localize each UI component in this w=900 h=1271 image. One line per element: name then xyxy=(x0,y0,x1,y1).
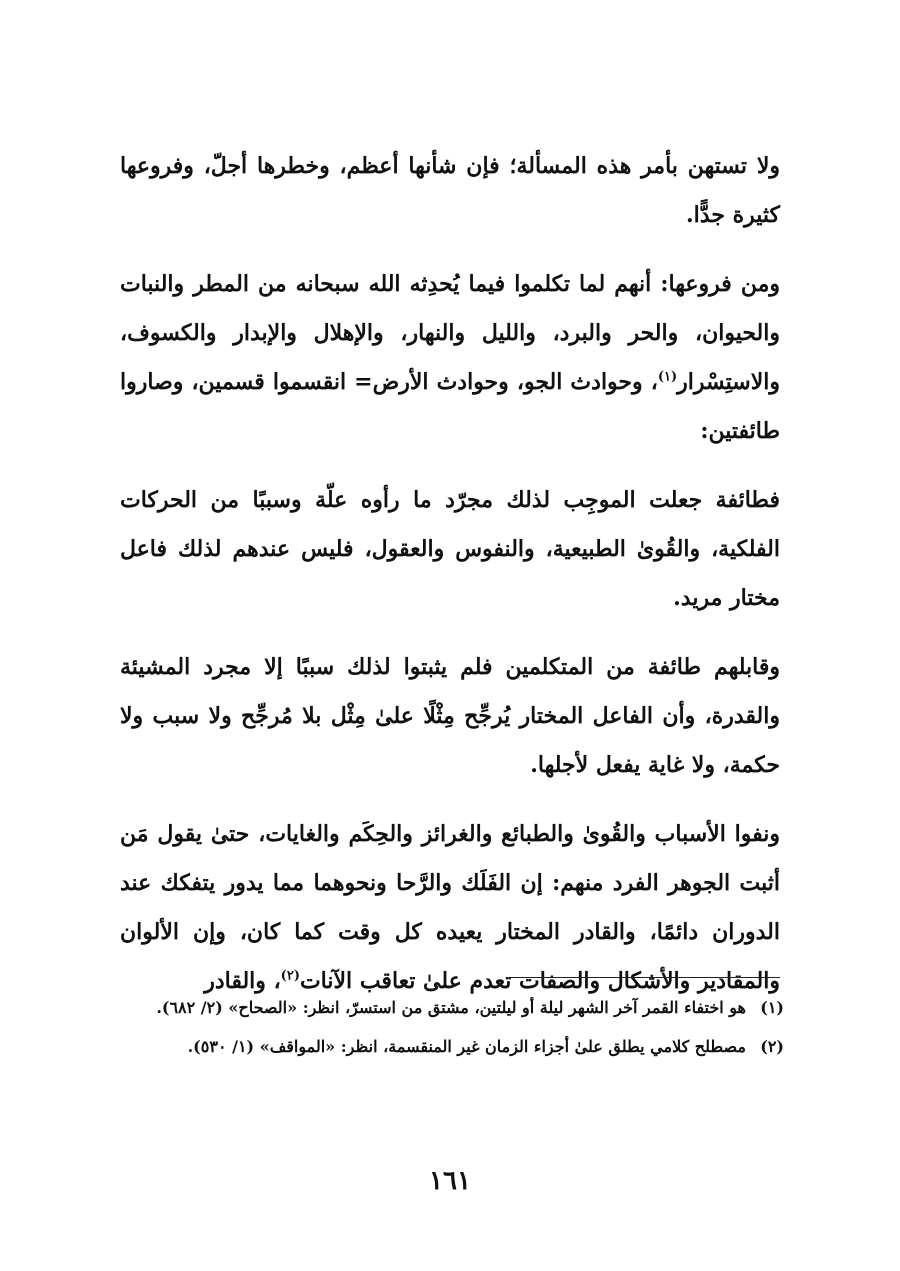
paragraph-3-text: فطائفة جعلت الموجِب لذلك مجرّد ما رأوه علّة وسببًا من الحركات الفلكية، والقُوىٰ الطبيعية، والنفوس والعقول، فليس عندهم لذلك فاعل مختار مريد. xyxy=(120,487,780,611)
footnote-1-number: (١) xyxy=(760,998,784,1017)
paragraph-4 xyxy=(120,643,780,790)
footnote-2-number: (٢) xyxy=(760,1037,784,1056)
footnote-ref-2[interactable]: (٢) xyxy=(280,968,300,984)
paragraph-3 xyxy=(120,476,780,623)
page-number: ١٦١ xyxy=(429,1166,471,1196)
footnote-2-text: مصطلح كلامي يطلق علىٰ أجزاء الزمان غير المنقسمة، انظر: «المواقف» (١/ ٥٣٠). xyxy=(187,1037,746,1056)
paragraph-2-text-after: ، وحوادث الجو، وحوادث الأرض= انقسموا قسمين، وصاروا طائفتين: xyxy=(120,369,780,444)
footnotes xyxy=(120,990,784,1068)
paragraph-2 xyxy=(120,260,780,456)
footnote-divider xyxy=(510,977,780,978)
paragraph-4-text: وقابلهم طائفة من المتكلمين فلم يثبتوا لذلك سببًا إلا مجرد المشيئة والقدرة، وأن الفاعل المختار يُرجِّح مِثْلًا علىٰ مِثْل بلا مُرجِّح ولا سبب ولا حكمة، ولا غاية يفعل لأجلها. xyxy=(120,654,780,778)
paragraph-1-text: ولا تستهن بأمر هذه المسألة؛ فإن شأنها أعظم، وخطرها أجلّ، وفروعها كثيرة جدًّا. xyxy=(120,153,780,228)
page-body xyxy=(120,142,780,1026)
paragraph-2-text: ومن فروعها: أنهم لما تكلموا فيما يُحدِثه الله سبحانه من المطر والنبات والحيوان، والحر والبرد، والليل والنهار، والإهلال والإبدار والكسوف، والاستِسْرار xyxy=(120,271,780,395)
paragraph-5-text: ونفوا الأسباب والقُوىٰ والطبائع والغرائز والحِكَم والغايات، حتىٰ يقول مَن أثبت الجوهر الفرد منهم: إن الفَلَك والرَّحا ونحوهما مما يدور يتفكك عند الدوران دائمًا، والقادر المختار يعيده كل وقت كما كان، وإن الألوان والمقادير والأشكال والصفات تعدم علىٰ تعاقب الآنات xyxy=(120,821,780,994)
paragraph-5-text-after: ، والقادر xyxy=(204,968,281,994)
footnote-ref-1[interactable]: (١) xyxy=(657,369,678,385)
footnote-1 xyxy=(120,990,784,1025)
footnote-1-text: هو اختفاء القمر آخر الشهر ليلة أو ليلتين، مشتق من استسرّ، انظر: «الصحاح» (٢/ ٦٨٢). xyxy=(156,998,746,1017)
footnote-2 xyxy=(120,1029,784,1064)
paragraph-1 xyxy=(120,142,780,240)
